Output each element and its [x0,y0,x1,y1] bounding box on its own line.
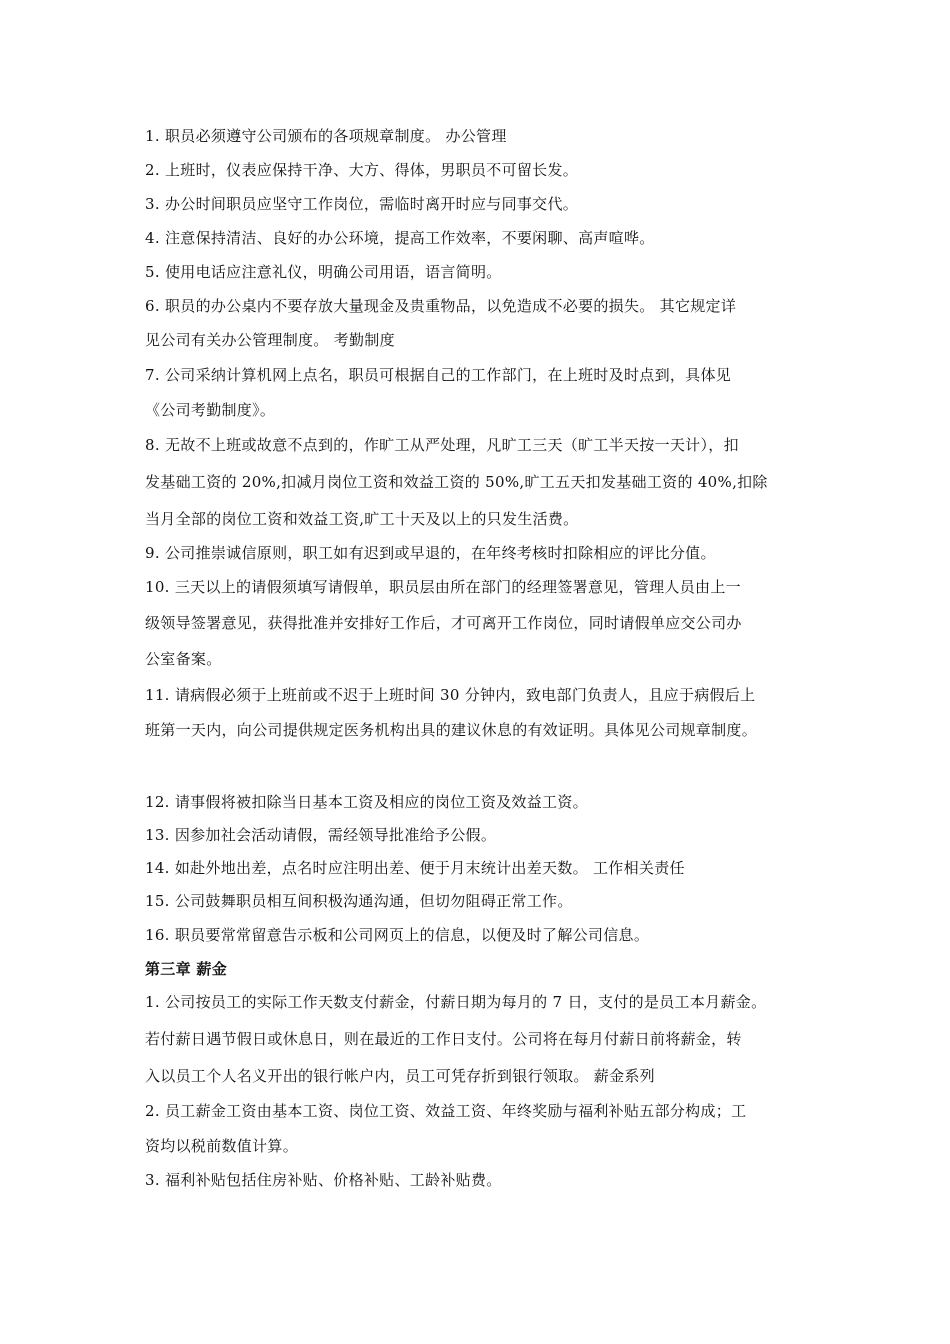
rule-4-line: 4. 注意保持清洁、良好的办公环境，提高工作效率，不要闲聊、高声喧哗。 [145,229,655,247]
rule-2-line: 2. 上班时，仪表应保持干净、大方、得体，男职员不可留长发。 [145,161,579,179]
rule-7-continuation: 《公司考勤制度》。 [145,401,276,419]
rule-10-line: 10. 三天以上的请假须填写请假单，职员层由所在部门的经理签署意见，管理人员由上一 [145,578,741,596]
rule-8-line: 8. 无故不上班或故意不点到的，作旷工从严处理，凡旷工三天（旷工半天按一天计），扣 [145,436,739,454]
rule-6-line: 6. 职员的办公桌内不要存放大量现金及贵重物品，以免造成不必要的损失。 其它规定详 [145,297,737,315]
rule-5-line: 5. 使用电话应注意礼仪，明确公司用语，语言简明。 [145,263,502,281]
salary-2-continuation: 资均以税前数值计算。 [145,1137,299,1155]
rule-14-line: 14. 如赴外地出差，点名时应注明出差、便于月末统计出差天数。 工作相关责任 [145,859,685,877]
rule-10-continuation-2: 公室备案。 [145,650,222,668]
rule-6-continuation: 见公司有关办公管理制度。 考勤制度 [145,331,395,349]
salary-1-continuation-2: 入以员工个人名义开出的银行帐户内，员工可凭存折到银行领取。 薪金系列 [145,1067,655,1085]
rule-16-line: 16. 职员要常常留意告示板和公司网页上的信息，以便及时了解公司信息。 [145,926,650,944]
rule-8-continuation-1: 发基础工资的 20%,扣减月岗位工资和效益工资的 50%,旷工五天扣发基础工资的 40%,扣除 [145,473,768,491]
rule-8-continuation-2: 当月全部的岗位工资和效益工资,旷工十天及以上的只发生活费。 [145,510,579,528]
rule-13-line: 13. 因参加社会活动请假，需经领导批准给予公假。 [145,826,497,844]
salary-3-line: 3. 福利补贴包括住房补贴、价格补贴、工龄补贴费。 [145,1171,502,1189]
rule-9-line: 9. 公司推崇诚信原则，职工如有迟到或早退的，在年终考核时扣除相应的评比分值。 [145,544,716,562]
rule-11-line: 11. 请病假必须于上班前或不迟于上班时间 30 分钟内，致电部门负责人，且应于病假后上 [145,686,756,704]
rule-1-line: 1. 职员必须遵守公司颁布的各项规章制度。 办公管理 [145,127,507,145]
chapter-heading: 第三章 薪金 [145,960,228,978]
rule-7-line: 7. 公司采纳计算机网上点名，职员可根据自己的工作部门，在上班时及时点到，具体见 [145,366,732,384]
rule-10-continuation-1: 级领导签署意见，获得批准并安排好工作后，才可离开工作岗位，同时请假单应交公司办 [145,614,742,632]
salary-2-line: 2. 员工薪金工资由基本工资、岗位工资、效益工资、年终奖励与福利补贴五部分构成；工 [145,1102,747,1120]
salary-1-continuation-1: 若付薪日遇节假日或休息日，则在最近的工作日支付。公司将在每月付薪日前将薪金，转 [145,1030,742,1048]
rule-15-line: 15. 公司鼓舞职员相互间积极沟通沟通，但切勿阻碍正常工作。 [145,892,573,910]
rule-11-continuation: 班第一天内，向公司提供规定医务机构出具的建议休息的有效证明。具体见公司规章制度。 [145,721,758,739]
salary-1-line: 1. 公司按员工的实际工作天数支付薪金，付薪日期为每月的 7 日，支付的是员工本月薪金。 [145,993,767,1011]
rule-3-line: 3. 办公时间职员应坚守工作岗位，需临时离开时应与同事交代。 [145,195,579,213]
rule-12-line: 12. 请事假将被扣除当日基本工资及相应的岗位工资及效益工资。 [145,793,588,811]
